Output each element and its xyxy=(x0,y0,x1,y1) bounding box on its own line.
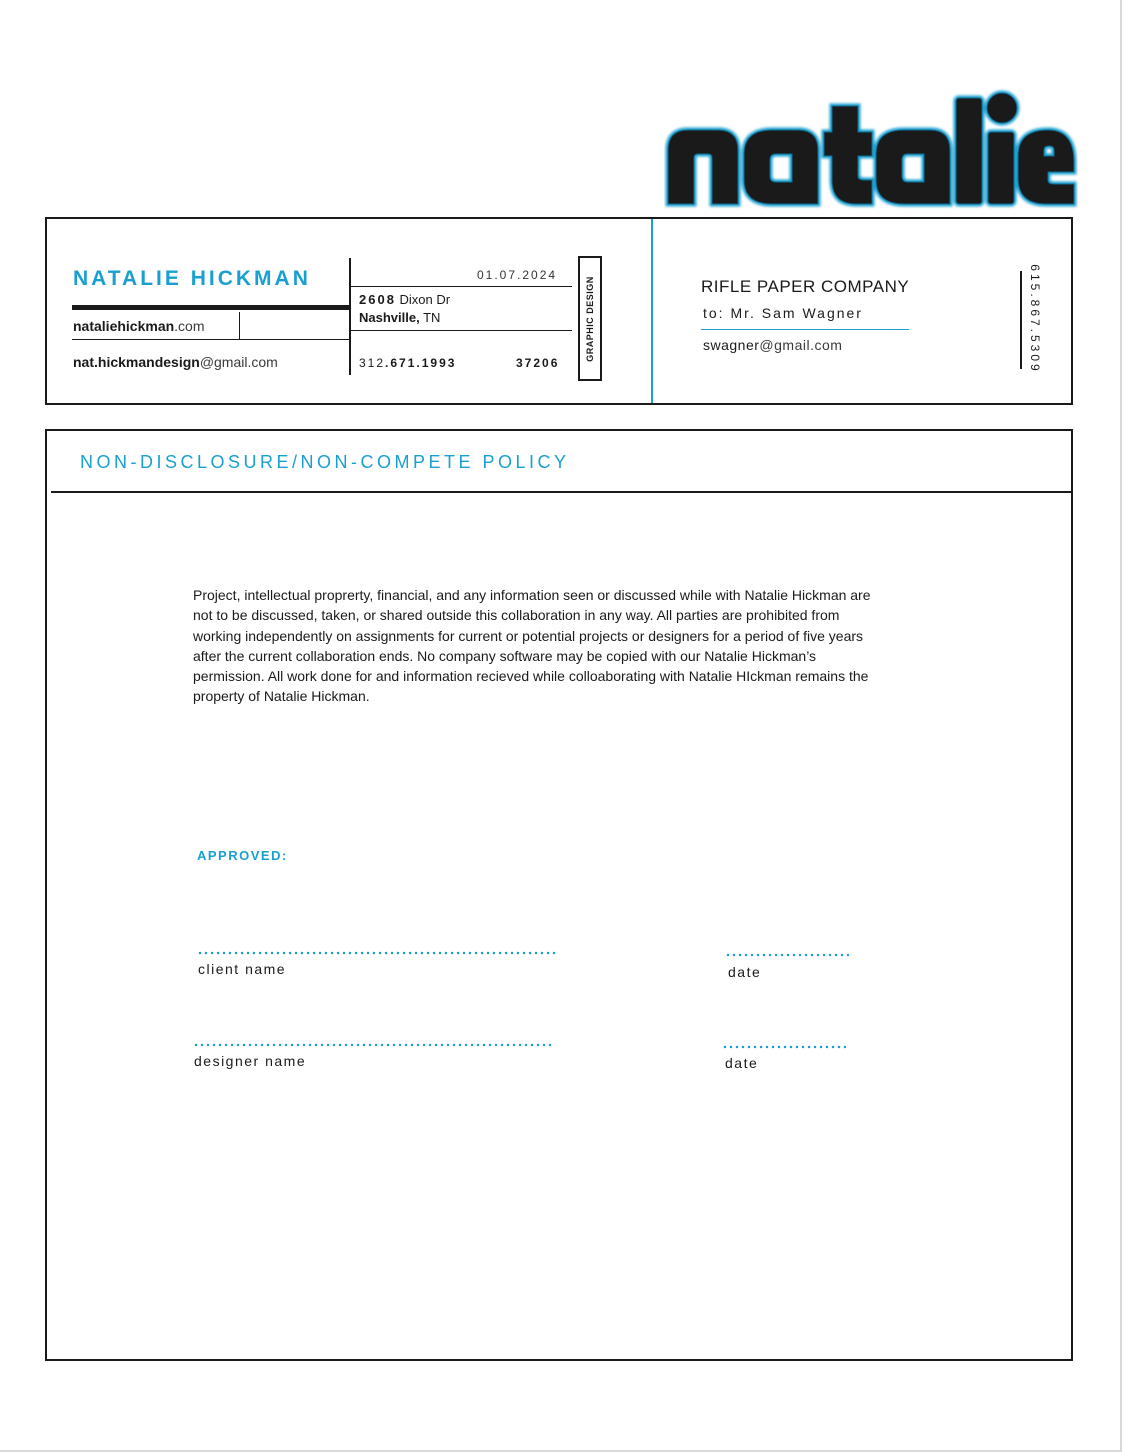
sender-phone xyxy=(359,356,456,370)
sender-email[interactable] xyxy=(73,354,278,370)
recipient-company: RIFLE PAPER COMPANY xyxy=(701,277,910,296)
street-number: 2608 xyxy=(359,292,396,307)
recipient-email-user: swagner xyxy=(703,337,760,353)
city-name: Nashville, xyxy=(359,310,420,325)
website-domain: nataliehickman xyxy=(73,318,175,334)
email-user: nat.hickmandesign xyxy=(73,354,200,370)
phone-divider xyxy=(1020,271,1022,369)
sender-name: NATALIE HICKMAN xyxy=(73,267,311,290)
designer-date-label: date xyxy=(725,1055,759,1071)
designer-date-line[interactable] xyxy=(722,1045,846,1049)
name-underline xyxy=(72,305,350,310)
sender-zip: 37206 xyxy=(516,356,560,370)
phone-number: .671.1993 xyxy=(385,356,457,370)
policy-text: Project, intellectual proprerty, financial, and any information seen or discussed while with Natalie Hickman are not to be discussed, taken, or shared outside this collaboration in any way. All parties are prohibited from working independently on assignments for current or potential projects or designers for a period of five years after the current collaboration ends. No company software may be copied with our Natalie Hickman’s permission. All work done for and information recieved while colloaborating with Natalie HIckman remains the property of Natalie Hickman. xyxy=(193,587,871,705)
tagline-box xyxy=(578,256,602,381)
designer-signature-line[interactable] xyxy=(193,1043,553,1047)
website-separator xyxy=(239,312,240,340)
recipient-name: to: Mr. Sam Wagner xyxy=(703,305,863,321)
recipient-email[interactable] xyxy=(703,337,842,353)
tagline: GRAPHIC DESIGN xyxy=(585,275,595,362)
sender-website[interactable] xyxy=(73,318,205,334)
client-date-line[interactable] xyxy=(725,953,849,957)
address-divider xyxy=(349,258,351,375)
phone-area: 312 xyxy=(359,356,386,370)
recipient-underline xyxy=(701,329,909,330)
address-mid-rule xyxy=(351,330,572,331)
client-date-label: date xyxy=(728,964,762,980)
sender-street xyxy=(359,292,450,307)
client-name-label: client name xyxy=(198,961,287,977)
policy-title: NON-DISCLOSURE/NON-COMPETE POLICY xyxy=(80,452,570,472)
state-name: TN xyxy=(419,310,441,325)
letterhead-header xyxy=(45,217,1073,405)
address-top-rule xyxy=(351,286,572,287)
client-signature-line[interactable] xyxy=(197,951,557,955)
recipient-phone: 615.867.5309 xyxy=(1028,264,1042,374)
website-tld: .com xyxy=(174,318,205,334)
title-underline xyxy=(51,491,1073,493)
website-underline xyxy=(72,339,350,340)
sender-recipient-divider xyxy=(651,219,653,403)
approved-label: APPROVED: xyxy=(197,848,288,863)
natalie-logo xyxy=(664,84,1078,210)
recipient-email-domain: @gmail.com xyxy=(759,337,843,353)
street-name: Dixon Dr xyxy=(395,292,451,307)
policy-section xyxy=(45,429,1073,1361)
sender-city xyxy=(359,310,440,325)
letter-date: 01.07.2024 xyxy=(477,268,558,282)
email-domain: @gmail.com xyxy=(199,354,278,370)
designer-name-label: designer name xyxy=(194,1053,307,1069)
